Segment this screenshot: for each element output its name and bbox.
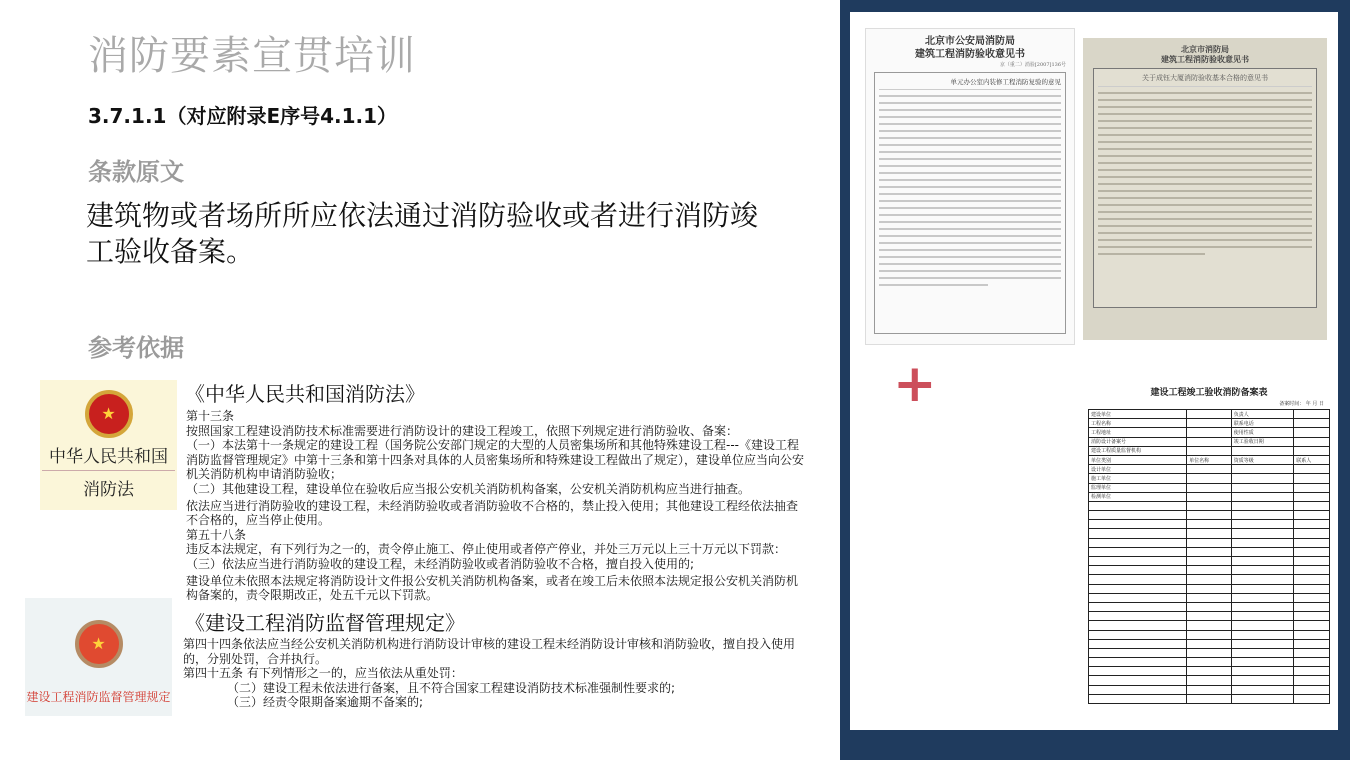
form-cell (1231, 593, 1293, 602)
form-row (1089, 566, 1330, 575)
form-cell (1294, 465, 1330, 474)
form-cell (1231, 566, 1293, 575)
form-cell (1294, 584, 1330, 593)
article-text: （一）本法第十一条规定的建设工程（国务院公安部门规定的大型的人员密集场所和其他特殊建设工程---《建设工程消防监督管理规定》中第十三条和第十四条对具体的人员密集场所和特殊建设工程做出了规定），建设单位应当向公安机关消防机构申请消防验收； (186, 438, 805, 482)
form-cell (1294, 612, 1330, 621)
form-cell (1089, 612, 1187, 621)
form-row (1089, 547, 1330, 556)
form-row (1089, 538, 1330, 547)
form-cell (1231, 612, 1293, 621)
form-row (1089, 630, 1330, 639)
form-cell (1187, 501, 1232, 510)
form-cell (1294, 492, 1330, 501)
form-cell (1187, 584, 1232, 593)
form-cell (1294, 501, 1330, 510)
form-cell (1187, 437, 1232, 446)
cover-title-line2: 消防法 (83, 480, 134, 500)
form-cell: 联系人 (1294, 455, 1330, 464)
form-cell (1187, 538, 1232, 547)
form-row (1089, 474, 1330, 483)
form-cell (1294, 437, 1330, 446)
form-row (1089, 529, 1330, 538)
form-cell (1294, 446, 1330, 455)
form-row (1089, 520, 1330, 529)
form-cell (1231, 584, 1293, 593)
form-cell (1231, 446, 1293, 455)
form-cell (1187, 474, 1232, 483)
reference-title-fire-law: 《中华人民共和国消防法》 (185, 382, 425, 406)
form-cell (1187, 511, 1232, 520)
form-cell (1187, 593, 1232, 602)
form-row (1089, 410, 1330, 419)
form-cell (1187, 465, 1232, 474)
form-cell (1294, 428, 1330, 437)
form-cell (1187, 612, 1232, 621)
form-cell (1187, 667, 1232, 676)
form-cell (1089, 547, 1187, 556)
form-cell (1231, 676, 1293, 685)
article-heading: 第五十八条 (186, 527, 247, 542)
form-cell (1231, 538, 1293, 547)
form-cell (1089, 593, 1187, 602)
form-cell (1294, 676, 1330, 685)
form-cell (1294, 520, 1330, 529)
form-cell (1231, 547, 1293, 556)
form-row (1089, 501, 1330, 510)
form-row (1089, 428, 1330, 437)
form-cell: 联系电话 (1231, 419, 1293, 428)
form-cell (1089, 529, 1187, 538)
form-date: 备案时间： 年 月 日 (1279, 401, 1324, 407)
form-row (1089, 593, 1330, 602)
form-cell (1294, 602, 1330, 611)
section-original-heading: 条款原文 (88, 158, 184, 186)
article-text: （三）经责令限期备案逾期不备案的; (227, 695, 424, 710)
form-cell (1294, 547, 1330, 556)
form-cell: 工程名称 (1089, 419, 1187, 428)
form-table (1088, 409, 1330, 704)
form-row (1089, 446, 1330, 455)
form-cell (1294, 419, 1330, 428)
form-cell (1231, 529, 1293, 538)
form-cell (1187, 575, 1232, 584)
section-reference-heading: 参考依据 (88, 334, 184, 362)
form-cell: 监理单位 (1089, 483, 1187, 492)
form-cell: 负责人 (1231, 410, 1293, 419)
form-cell (1089, 566, 1187, 575)
form-cell (1231, 492, 1293, 501)
form-row (1089, 483, 1330, 492)
form-cell (1089, 685, 1187, 694)
form-row (1089, 621, 1330, 630)
form-cell: 建设工程质量监督机构 (1089, 446, 1187, 455)
form-cell (1294, 474, 1330, 483)
form-cell (1294, 685, 1330, 694)
form-cell (1231, 621, 1293, 630)
form-cell (1089, 694, 1187, 703)
article-text: 建设单位未依照本法规定将消防设计文件报公安机关消防机构备案，或者在竣工后未依照本法规定报公安机关消防机构备案的，责令限期改正，处五千元以下罚款。 (186, 573, 799, 603)
form-cell (1089, 520, 1187, 529)
article-text: 依法应当进行消防验收的建设工程，未经消防验收或者消防验收不合格的，禁止投入使用；其他建设工程经依法抽查不合格的，应当停止使用。 (186, 498, 799, 528)
form-row (1089, 584, 1330, 593)
form-cell (1187, 529, 1232, 538)
form-cell (1231, 575, 1293, 584)
form-cell (1089, 511, 1187, 520)
form-row (1089, 667, 1330, 676)
form-cell (1294, 566, 1330, 575)
form-cell (1089, 501, 1187, 510)
acceptance-opinion-document-1 (865, 28, 1075, 345)
form-cell (1294, 694, 1330, 703)
form-row (1089, 575, 1330, 584)
article-text: 第四十五条 有下列情形之一的，应当依法从重处罚： (183, 666, 463, 681)
form-row (1089, 419, 1330, 428)
form-cell (1089, 538, 1187, 547)
original-clause-text: 建筑物或者场所所应依法通过消防验收或者进行消防竣工验收备案。 (86, 199, 759, 268)
article-text: 违反本法规定，有下列行为之一的，责令停止施工、停止使用或者停产停业，并处三万元以上三十万元以下罚款： (186, 542, 787, 557)
form-cell (1187, 630, 1232, 639)
cover-title: 建设工程消防监督管理规定 (26, 690, 171, 704)
form-cell (1089, 602, 1187, 611)
form-title: 建设工程竣工验收消防备案表 (1150, 388, 1268, 398)
form-cell (1294, 648, 1330, 657)
form-row (1089, 694, 1330, 703)
form-cell (1187, 658, 1232, 667)
fire-law-book-cover (40, 380, 177, 510)
form-cell (1187, 483, 1232, 492)
form-cell: 单位名称 (1187, 455, 1232, 464)
form-cell (1231, 474, 1293, 483)
doc-heading: 关于成钰大厦消防验收基本合格的意见书 (1098, 73, 1312, 87)
form-cell (1231, 694, 1293, 703)
doc-number: 京（重二）消验[2007]136号 (999, 62, 1066, 68)
acceptance-opinion-document-2-photo (1083, 38, 1327, 340)
form-cell (1187, 492, 1232, 501)
form-cell: 工程地址 (1089, 428, 1187, 437)
form-cell (1294, 483, 1330, 492)
form-cell (1187, 694, 1232, 703)
form-cell (1187, 676, 1232, 685)
form-cell (1089, 667, 1187, 676)
form-cell (1231, 667, 1293, 676)
form-cell: 资质等级 (1231, 455, 1293, 464)
plus-icon: + (893, 354, 937, 414)
form-row (1089, 658, 1330, 667)
form-cell (1231, 658, 1293, 667)
doc-heading: 单元办公室内装修工程消防复验的意见 (879, 77, 1061, 90)
form-cell (1089, 584, 1187, 593)
doc-title: 建筑工程消防验收意见书 (1161, 54, 1249, 64)
form-cell (1294, 639, 1330, 648)
form-cell (1231, 520, 1293, 529)
form-row (1089, 685, 1330, 694)
completion-filing-form (1088, 385, 1330, 720)
form-cell (1187, 419, 1232, 428)
form-row (1089, 557, 1330, 566)
form-cell (1089, 621, 1187, 630)
form-cell (1231, 685, 1293, 694)
fire-law-excerpt (186, 409, 806, 603)
form-cell: 建设单位 (1089, 410, 1187, 419)
doc-title: 建筑工程消防验收意见书 (915, 49, 1025, 60)
form-cell (1231, 483, 1293, 492)
form-cell (1294, 557, 1330, 566)
reference-title-regulation: 《建设工程消防监督管理规定》 (185, 611, 465, 635)
form-cell (1294, 658, 1330, 667)
form-cell (1089, 557, 1187, 566)
form-cell: 施工单位 (1089, 474, 1187, 483)
form-cell (1187, 685, 1232, 694)
national-emblem-icon: ★ (75, 620, 123, 668)
form-cell: 检测单位 (1089, 492, 1187, 501)
form-cell (1294, 538, 1330, 547)
slide-title: 消防要素宣贯培训 (88, 33, 416, 79)
form-cell (1294, 630, 1330, 639)
form-row (1089, 511, 1330, 520)
form-cell (1187, 621, 1232, 630)
form-cell (1231, 602, 1293, 611)
form-cell (1089, 658, 1187, 667)
form-row (1089, 455, 1330, 464)
form-cell (1089, 639, 1187, 648)
article-text: 按照国家工程建设消防技术标准需要进行消防设计的建设工程竣工，依照下列规定进行消防验收、备案： (186, 423, 739, 438)
article-text: （二）建设工程未依法进行备案，且不符合国家工程建设消防技术标准强制性要求的; (227, 680, 676, 695)
article-text: 第四十四条依法应当经公安机关消防机构进行消防设计审核的建设工程未经消防设计审核和消防验收，擅自投入使用的，分别处罚，合并执行。 (183, 637, 796, 666)
doc-org: 北京市消防局 (1181, 44, 1229, 54)
form-cell (1187, 602, 1232, 611)
form-row (1089, 492, 1330, 501)
form-cell (1187, 566, 1232, 575)
form-cell (1231, 630, 1293, 639)
clause-number: 3.7.1.1（对应附录E序号4.1.1） (88, 104, 398, 128)
form-cell (1294, 575, 1330, 584)
national-emblem-icon: ★ (85, 390, 133, 438)
form-cell (1187, 639, 1232, 648)
form-row (1089, 602, 1330, 611)
form-row (1089, 437, 1330, 446)
form-cell (1294, 529, 1330, 538)
form-cell: 消防设计备案号 (1089, 437, 1187, 446)
form-cell (1187, 520, 1232, 529)
doc-org: 北京市公安局消防局 (925, 36, 1015, 47)
regulation-excerpt (183, 637, 803, 710)
article-text: （三）依法应当进行消防验收的建设工程，未经消防验收或者消防验收不合格，擅自投入使用的; (186, 556, 695, 571)
form-cell (1231, 465, 1293, 474)
form-row (1089, 676, 1330, 685)
form-cell: 使用性质 (1231, 428, 1293, 437)
cover-title-line1: 中华人民共和国 (42, 442, 175, 471)
form-cell (1294, 511, 1330, 520)
form-cell (1294, 410, 1330, 419)
form-cell (1294, 667, 1330, 676)
form-cell: 竣工验收日期 (1231, 437, 1293, 446)
article-text: （二）其他建设工程，建设单位在验收后应当报公安机关消防机构备案，公安机关消防机构应当进行抽查。 (186, 481, 751, 496)
form-cell (1231, 511, 1293, 520)
form-row (1089, 465, 1330, 474)
form-cell (1089, 676, 1187, 685)
form-cell (1231, 648, 1293, 657)
form-cell (1089, 648, 1187, 657)
form-cell (1089, 575, 1187, 584)
form-cell (1187, 428, 1232, 437)
form-cell (1231, 501, 1293, 510)
form-cell (1294, 621, 1330, 630)
article-heading: 第十三条 (186, 409, 235, 423)
form-cell (1231, 639, 1293, 648)
form-cell (1187, 648, 1232, 657)
form-cell (1187, 446, 1232, 455)
form-row (1089, 612, 1330, 621)
form-cell: 设计单位 (1089, 465, 1187, 474)
form-cell (1294, 593, 1330, 602)
form-row (1089, 648, 1330, 657)
form-cell (1089, 630, 1187, 639)
form-cell (1231, 557, 1293, 566)
form-cell (1187, 557, 1232, 566)
supervision-regulation-cover (25, 598, 172, 716)
form-row (1089, 639, 1330, 648)
form-cell (1187, 547, 1232, 556)
form-cell: 单位类别 (1089, 455, 1187, 464)
form-cell (1187, 410, 1232, 419)
